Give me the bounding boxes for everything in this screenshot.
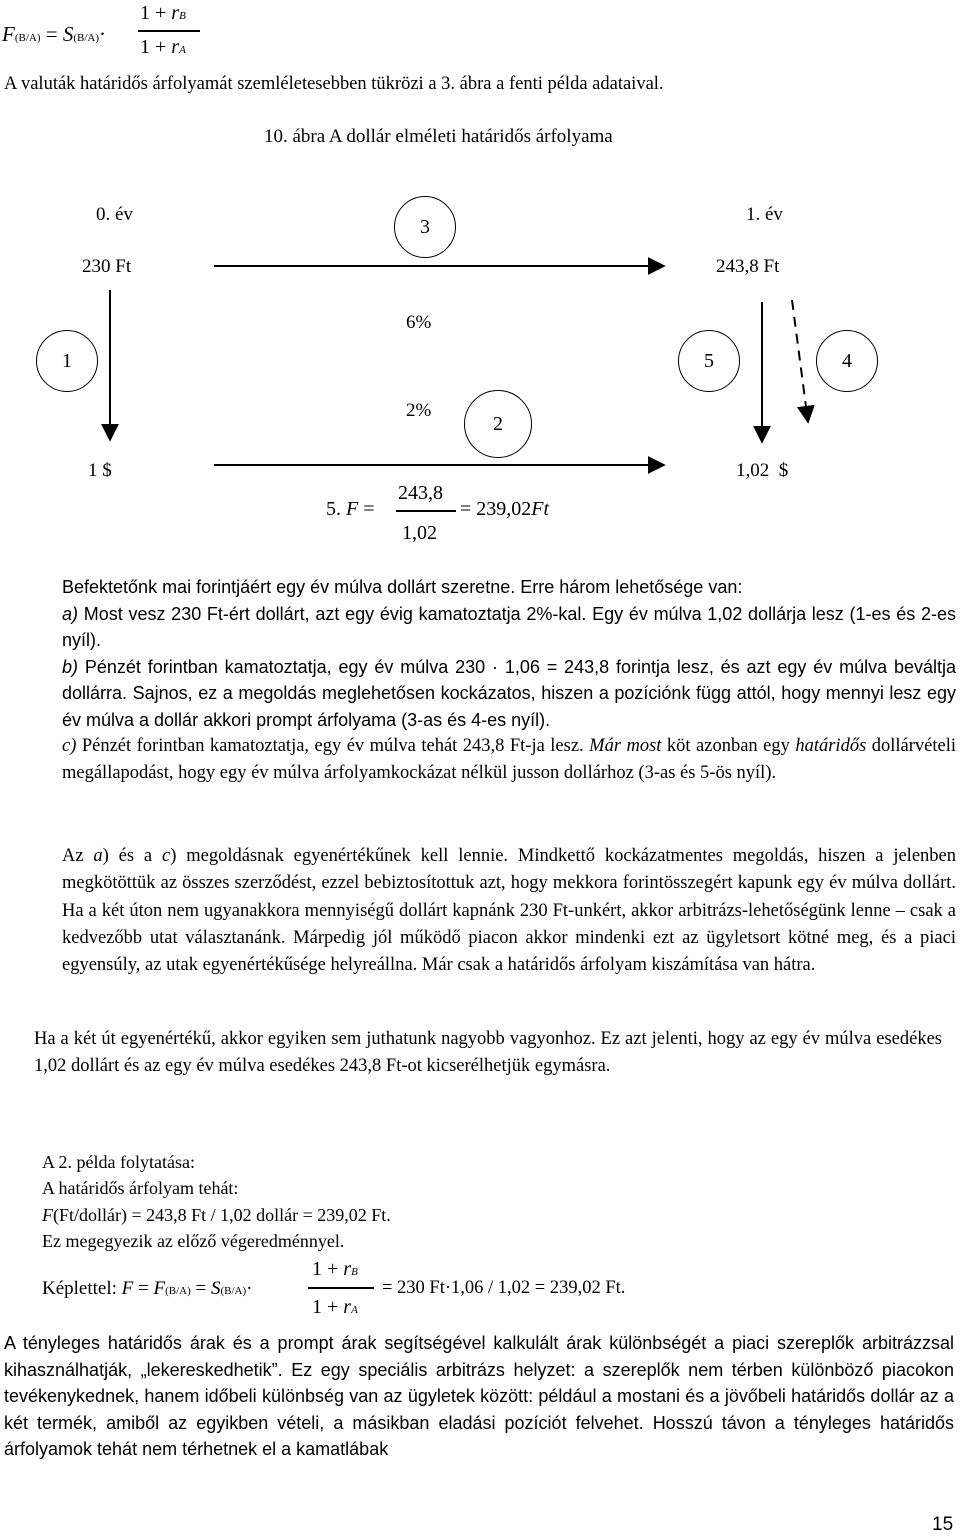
explanation-intro: Befektetőnk mai forintjáért egy év múlva dollárt szeretne. Erre három lehetősége van: [62,577,743,597]
example-line-4: Ez megegyezik az előző végeredménnyel. [42,1231,345,1251]
circle-4: 4 [816,330,878,392]
label-huf-start: 230 Ft [82,256,132,277]
formula-s: S [62,22,74,46]
option-a: a) Most vesz 230 Ft-ért dollárt, azt egy évig kamatoztatja 2%-kal. Egy év múlva 1,02 dollárja lesz (1-es és 2-es nyíl). [62,603,956,650]
intro-sentence: A valuták határidős árfolyamát szemléletesebben tükrözi a 3. ábra a fenti példa adataival. [4,74,664,94]
forward-formula-numerator: 243,8 [398,482,443,504]
arrow-4-future-spot [792,300,808,422]
label-year0: 0. év [96,204,133,225]
example-line-2: A határidős árfolyam tehát: [42,1178,239,1198]
formula-numerator: 1 + rB [140,2,186,24]
example-formula-result: = 230 Ft·1,06 / 1,02 = 239,02 Ft. [382,1278,626,1298]
formula-s-sub: (B/A) [73,32,100,44]
forward-formula-result: = 239,02Ft [460,498,550,520]
paragraph-arbitrage: A tényleges határidős árak és a prompt árak segítségével kalkulált árak különbségét a piaci szereplők arbitrázzsal kihasználhatják, „lekereskedhetik”. Ez egy speciális arbitrázs helyzet: a szereplők nem térben különböző piacokon tevékenykednek, hanem időbeli különbség van az ügyletek között: például a mostani és a jövőbeli határidős dollár az a két termék, amiből az egyikben vételi, a másikban eladási pozíciót felvehet. Hosszú távon a tényleges határidős árfolyamok tehát nem térhetnek el a kamatlábak [4,1333,954,1459]
circle-3: 3 [394,196,456,258]
label-rate-huf: 6% [406,312,432,333]
paragraph-exchange: Ha a két út egyenértékű, akkor egyiken sem juthatunk nagyobb vagyonhoz. Ez azt jelenti, hogy az egy év múlva esedékes 1,02 dollárt és az egy év múlva esedékes 243,8 Ft-ot kicserélhetjük egymásra. [34,1029,942,1077]
forward-formula-denominator: 1,02 [402,522,437,544]
label-rate-usd: 2% [406,400,432,421]
label-year1: 1. év [746,204,783,225]
circle-2: 2 [464,390,532,458]
label-usd-start: 1 $ [88,460,112,481]
figure-caption: 10. ábra A dollár elméleti határidős árfolyama [264,126,613,147]
figure-arrows [0,0,960,600]
formula-eq: = [45,22,58,46]
formula-dot: · [99,22,107,46]
formula-lhs-sub: (B/A) [14,32,41,44]
forward-formula-prefix: 5. F = [326,498,375,520]
option-b: b) Pénzét forintban kamatoztatja, egy év múlva 230 · 1,06 = 243,8 forintja lesz, és azt egy év múlva beváltja dollárra. Sajnos, ez a megoldás meglehetősen kockázatos, hiszen a pozíciónk függ attól, hogy mennyi lesz egy év múlva a dollár akkori prompt árfolyama (3-as és 4-es nyíl). [62,656,956,730]
formula-denominator: 1 + rA [140,36,186,58]
example-formula-bar [308,1287,374,1289]
example-formula-denominator: 1 + rA [312,1296,358,1318]
example-formula-numerator: 1 + rB [312,1258,358,1280]
example-line-3: F(Ft/dollár) = 243,8 Ft / 1,02 dollár = 239,02 Ft. [42,1205,391,1225]
example-title: A 2. példa folytatása: [42,1152,195,1172]
option-c: c) Pénzét forintban kamatoztatja, egy év múlva tehát 243,8 Ft-ja lesz. Már most köt azonban egy határidős dollárvételi megállapodást, hogy egy év múlva árfolyamkockázat nélkül jusson dollárhoz (3-as és 5-ös nyíl). [62,736,956,783]
circle-5: 5 [678,330,740,392]
paragraph-equivalence: Az a) és a c) megoldásnak egyenértékűnek kell lennie. Mindkettő kockázatmentes megoldás, hiszen a jelenben megkötöttük az összes szerződést, ezzel bebiztosítottuk azt, hogy mekkora forintösszegért kapunk egy év múlva dollárt. Ha a két úton nem ugyanakkora mennyiségű dollárt kapnánk 230 Ft-unkért, akkor arbitrázs-lehetőségünk lenne – csak a kedvezőbb utat választanánk. Márpedig jól működő piacon akkor mindenki ezt az ügyletsort kötné meg, és a piaci egyensúly, az utak egyenértékűsége helyreállna. Már csak a határidős árfolyam kiszámítása van hátra. [62,846,956,976]
page-number: 15 [932,1514,954,1535]
formula-lhs: F [2,22,15,46]
label-huf-end: 243,8 Ft [716,256,780,277]
label-usd-end: 1,02 $ [736,460,789,481]
circle-1: 1 [36,330,98,392]
explanation-block [62,574,956,786]
example-formula: Képlettel: F = F(B/A) = S(B/A)· [42,1278,253,1299]
